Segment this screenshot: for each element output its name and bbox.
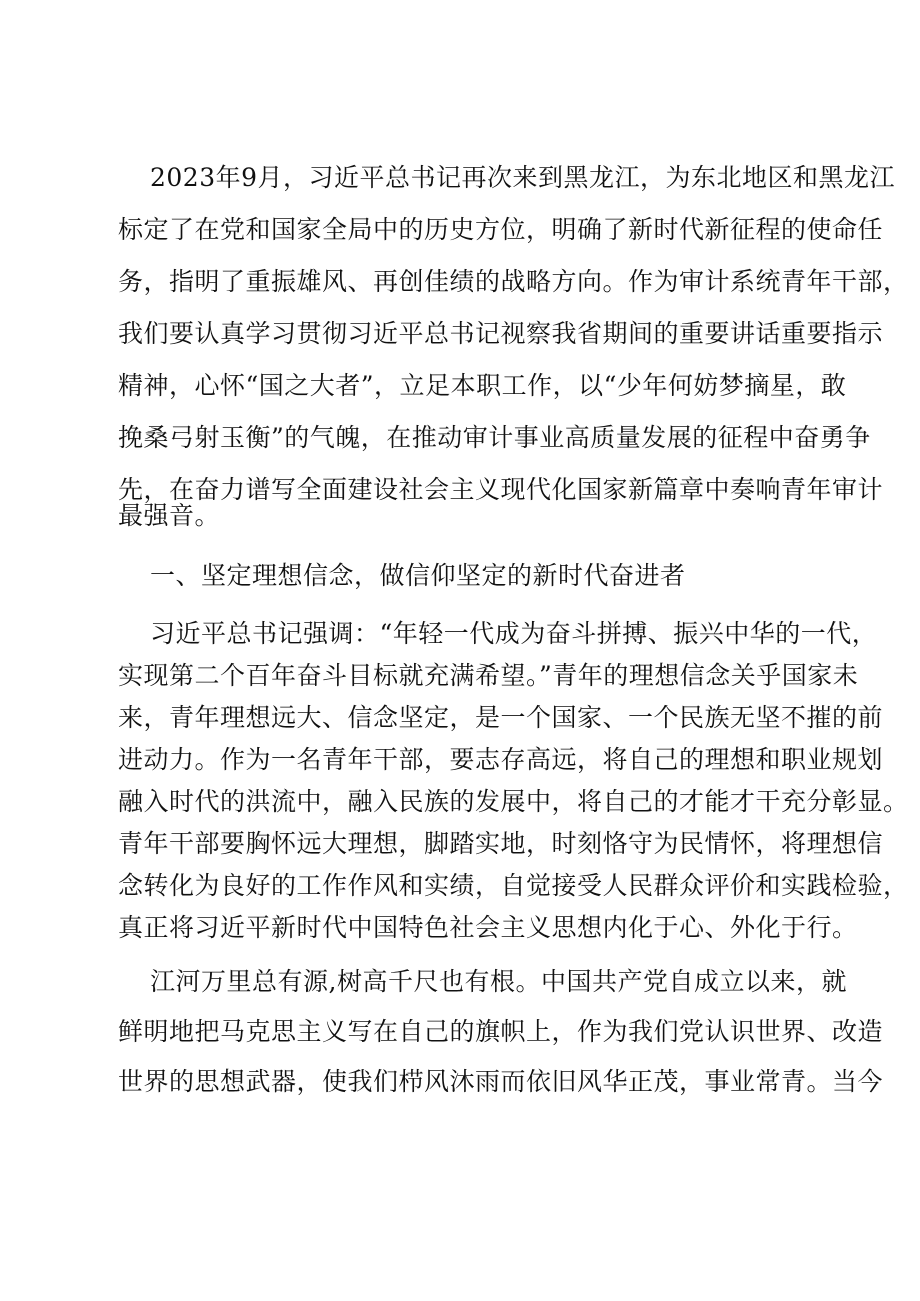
text-line: 标定了在党和国家全局中的历史方位，明确了新时代新征程的使命任: [118, 215, 884, 244]
text-line: 最强音。: [118, 501, 221, 530]
text-line: 融入时代的洪流中，融入民族的发展中，将自己的才能才干充分彰显。: [118, 787, 909, 816]
text-line: 世界的思想武器，使我们栉风沐雨而依旧风华正茂，事业常青。当今: [118, 1067, 884, 1096]
text-line: 我们要认真学习贯彻习近平总书记视察我省期间的重要讲话重要指示: [118, 319, 884, 348]
text-line: 2023年9月，习近平总书记再次来到黑龙江，为东北地区和黑龙江: [150, 163, 896, 192]
text-line: 进动力。作为一名青年干部，要志存高远，将自己的理想和职业规划: [118, 745, 884, 774]
text-line: 江河万里总有源,树高千尺也有根。中国共产党自成立以来，就: [150, 967, 847, 996]
text-line: 来，青年理想远大、信念坚定，是一个国家、一个民族无坚不摧的前: [118, 703, 884, 732]
text-line: 务，指明了重振雄风、再创佳绩的战略方向。作为审计系统青年干部，: [118, 267, 909, 296]
text-line: 习近平总书记强调：“年轻一代成为奋斗拼搏、振兴中华的一代，: [150, 619, 878, 648]
text-line: 先，在奋力谱写全面建设社会主义现代化国家新篇章中奏响青年审计: [118, 475, 884, 504]
text-line: 鲜明地把马克思主义写在自己的旗帜上，作为我们党认识世界、改造: [118, 1017, 884, 1046]
heading-line: 一、坚定理想信念，做信仰坚定的新时代奋进者: [150, 561, 686, 590]
text-line: 精神，心怀“国之大者”，立足本职工作，以“少年何妨梦摘星，敢: [118, 371, 847, 400]
text-line: 念转化为良好的工作作风和实绩，自觉接受人民群众评价和实践检验，: [118, 871, 909, 900]
text-line: 实现第二个百年奋斗目标就充满希望。”青年的理想信念关乎国家未: [118, 661, 859, 690]
text-line: 真正将习近平新时代中国特色社会主义思想内化于心、外化于行。: [118, 913, 858, 942]
text-line: 青年干部要胸怀远大理想，脚踏实地，时刻恪守为民情怀，将理想信: [118, 829, 884, 858]
text-line: 挽桑弓射玉衡”的气魄，在推动审计事业高质量发展的征程中奋勇争: [118, 423, 871, 452]
